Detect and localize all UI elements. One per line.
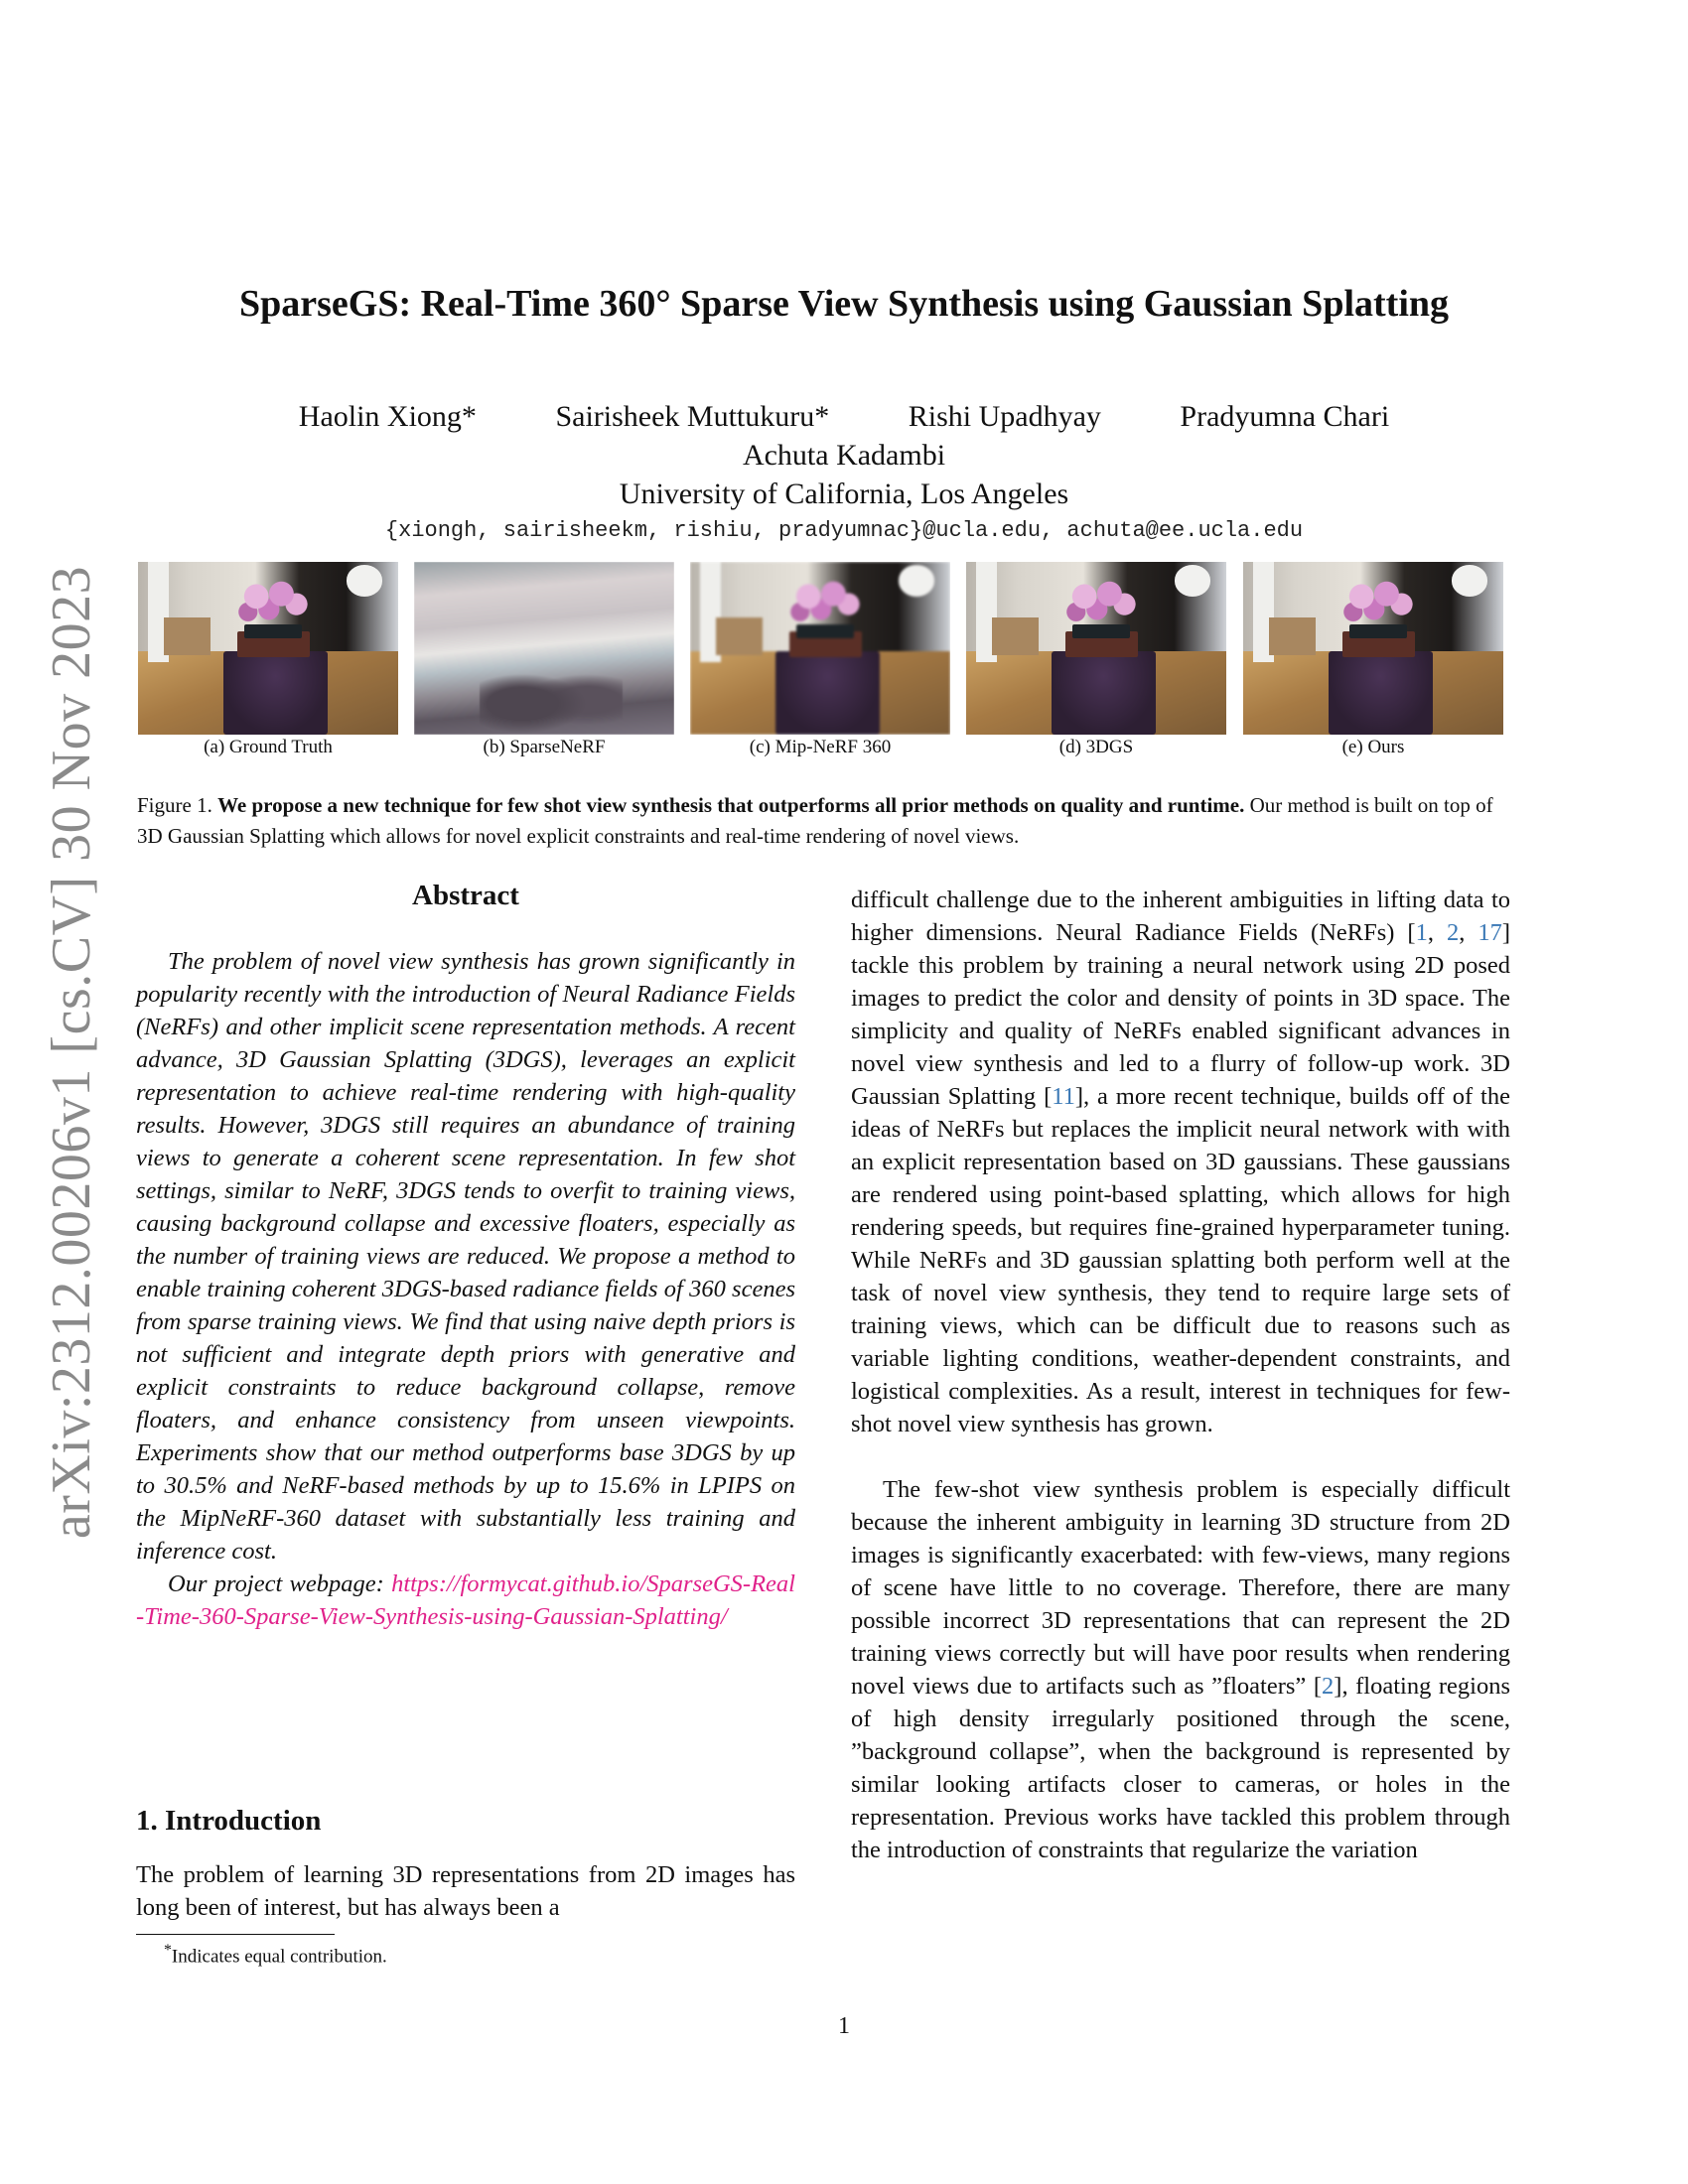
- section-heading-introduction: 1. Introduction: [136, 1805, 322, 1837]
- author-block: [0, 397, 1688, 513]
- author-name: Pradyumna Chari: [1180, 400, 1390, 433]
- page-number: 1: [838, 2013, 850, 2039]
- caption-bold: We propose a new technique for few shot view synthesis that outperforms all prior methods on quality and runtime.: [217, 793, 1245, 817]
- figure-panel-ground-truth: [138, 562, 398, 735]
- footnote-mark: *: [164, 1942, 172, 1959]
- text-run: ] tackle this problem by training a neural network using 2D posed images to predict the color and density of points in 3D space. The simplicity and quality of NeRFs enabled significant advances in novel view synthesis and led to a flurry of follow-up work. 3D Gaussian Splatting [: [851, 919, 1510, 1110]
- webpage-label: Our project webpage:: [168, 1570, 392, 1597]
- text-run: ], a more recent technique, builds off of the ideas of NeRFs but replaces the implicit neural network with with an explicit representation based on 3D gaussians. These gaussians are rendered using point-based splatting, which allows for high rendering speeds, but requires fine-grained hyperparameter tuning. While NeRFs and 3D gaussian splatting both perform well at the task of novel view synthesis, they tend to require large sets of training views, which can be difficult due to reasons such as variable lighting conditions, weather-dependent constraints, and logistical complexities. As a result, interest in techniques for few-shot novel view synthesis has grown.: [851, 1083, 1510, 1437]
- affiliation: University of California, Los Angeles: [619, 478, 1069, 510]
- abstract-text: The problem of novel view synthesis has grown significantly in popularity recently with the introduction of Neural Radiance Fields (NeRFs) and other implicit scene representation methods. A recent advance, 3D Gaussian Splatting (3DGS), leverages an explicit representation to achieve real-time rendering with high-quality results. However, 3DGS still requires an abundance of training views to generate a coherent scene representation. In few shot settings, similar to NeRF, 3DGS tends to overfit to training views, causing background collapse and excessive floaters, especially as the number of training views are reduced. We propose a method to enable training coherent 3DGS-based radiance fields of 360 scenes from sparse training views. We find that using naive depth priors is not sufficient and integrate depth priors with generative and explicit constraints to reduce background collapse, remove floaters, and enhance consistency from unseen viewpoints. Experiments show that our method outperforms base 3DGS by up to 30.5% and NeRF-based methods by up to 15.6% in LPIPS on the MipNeRF-360 dataset with substantially less training and inference cost.: [136, 948, 795, 1565]
- author-name: Haolin Xiong*: [298, 400, 477, 433]
- text-run: ,: [1459, 919, 1478, 946]
- project-webpage-link[interactable]: https://formycat.github.io/SparseGS-Real-Time-360-Sparse-View-Synthesis-using-Gaussian-Splatting/: [136, 1570, 795, 1630]
- arxiv-id: arXiv:2312.00206v1 [cs.CV] 30 Nov 2023: [41, 565, 102, 1540]
- figure-panel-mipnerf360: [690, 562, 950, 735]
- caption-text: Our method is built on top of 3D Gaussian Splatting which allows for novel explicit constraints and real-time rendering of novel views.: [137, 793, 1493, 848]
- text-run: ], floating regions of high density irregularly positioned through the scene, ”background collapse”, when the background is represented by similar looking artifacts closer to cameras, or holes in the representation. Previous works have tackled this problem through the introduction of constraints that regularize the variation: [851, 1673, 1510, 1863]
- figure-caption: [137, 790, 1507, 852]
- paragraph: [851, 884, 1510, 1440]
- author-name: Achuta Kadambi: [742, 439, 946, 472]
- figure-subcaption: (a) Ground Truth: [204, 737, 333, 757]
- introduction-right-text: [851, 884, 1510, 1866]
- caption-prefix: Figure 1.: [137, 793, 218, 817]
- author-name: Rishi Upadhyay: [908, 400, 1101, 433]
- paragraph: [851, 1473, 1510, 1866]
- project-webpage: [136, 1568, 795, 1633]
- text-run: ,: [1427, 919, 1447, 946]
- citation-link[interactable]: 1: [1415, 919, 1428, 946]
- footnote-text: Indicates equal contribution.: [171, 1946, 387, 1968]
- figure-panel-3dgs: [966, 562, 1226, 735]
- introduction-left-text: [136, 1858, 795, 1924]
- citation-link[interactable]: 17: [1477, 919, 1502, 946]
- figure-panel-ours: [1243, 562, 1503, 735]
- arxiv-stamp: [43, 561, 100, 1544]
- text-run: The few-shot view synthesis problem is especially difficult because the inherent ambiguity in learning 3D structure from 2D images is significantly exacerbated: with few-views, many regions of scene have little to no coverage. Therefore, there are many possible incorrect 3D representations that can represent the 2D training views correctly but will have poor results when rendering novel views due to artifacts such as ”floaters” [: [851, 1476, 1510, 1700]
- figure-panel-sparsenerf: [414, 562, 674, 735]
- figure-subcaption: (d) 3DGS: [1058, 737, 1134, 757]
- text-run: difficult challenge due to the inherent ambiguities in lifting data to higher dimensions. Neural Radiance Fields (NeRFs) [: [851, 887, 1510, 946]
- author-name: Sairisheek Muttukuru*: [555, 400, 830, 433]
- figure-subcaption: (e) Ours: [1341, 737, 1405, 757]
- citation-link[interactable]: 2: [1322, 1673, 1335, 1700]
- paragraph: The problem of learning 3D representations from 2D images has long been of interest, but has always been a: [136, 1861, 795, 1921]
- citation-link[interactable]: 11: [1052, 1083, 1075, 1110]
- citation-link[interactable]: 2: [1446, 919, 1460, 946]
- figure-subcaption: (c) Mip-NeRF 360: [749, 737, 892, 757]
- footnote: [164, 1942, 387, 1968]
- footnote-divider: [136, 1934, 335, 1935]
- abstract-heading: Abstract: [412, 880, 519, 911]
- paper-title: SparseGS: Real-Time 360° Sparse View Synthesis using Gaussian Splatting: [238, 283, 1450, 325]
- author-emails: {xiongh, sairisheekm, rishiu, pradyumnac}@ucla.edu, achuta@ee.ucla.edu: [384, 518, 1304, 543]
- abstract-body: [136, 945, 795, 1633]
- figure-subcaption: (b) SparseNeRF: [483, 737, 606, 757]
